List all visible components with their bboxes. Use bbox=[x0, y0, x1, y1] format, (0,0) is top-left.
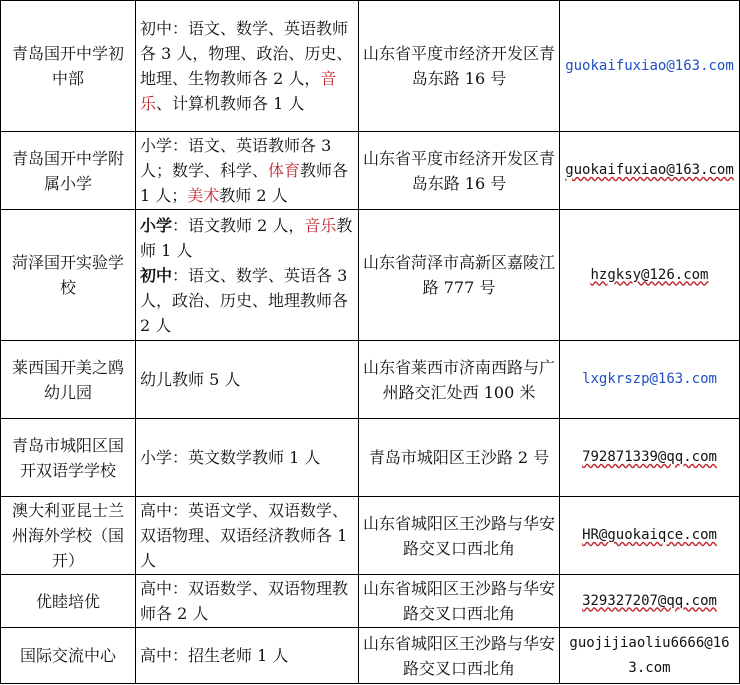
email-cell bbox=[560, 132, 740, 210]
school-name: 优睦培优 bbox=[1, 575, 136, 628]
positions-level: 初中 bbox=[140, 265, 173, 285]
table-row bbox=[1, 1, 740, 132]
address-cell: 山东省菏泽市高新区嘉陵江路 777 号 bbox=[359, 210, 560, 341]
positions-highlight: 音乐 bbox=[304, 215, 337, 235]
positions-cell bbox=[136, 1, 359, 132]
positions-text: 初中：语文、数学、英语教师各 3 人，物理、政治、历史、地理、生物教师各 2 人， bbox=[140, 19, 353, 88]
table-row bbox=[1, 419, 740, 497]
address-cell: 山东省莱西市济南西路与广州路交汇处西 100 米 bbox=[359, 341, 560, 419]
school-name: 青岛国开中学初中部 bbox=[1, 1, 136, 132]
positions-highlight: 美术 bbox=[187, 186, 220, 205]
positions-cell bbox=[136, 210, 359, 341]
school-name: 澳大利亚昆士兰州海外学校（国开） bbox=[1, 497, 136, 575]
positions-text: 高中：双语数学、双语物理教师各 2 人 bbox=[140, 579, 349, 623]
positions-text: 高中：招生老师 1 人 bbox=[140, 646, 289, 665]
positions-text: ：语文、数学、英语各 3 人，政治、历史、地理教师各 2 人 bbox=[140, 265, 349, 335]
positions-text: 教师各 1 人； bbox=[140, 161, 349, 205]
address-cell: 山东省城阳区王沙路与华安路交叉口西北角 bbox=[359, 497, 560, 575]
email-cell bbox=[560, 419, 740, 497]
positions-cell bbox=[136, 132, 359, 210]
email-cell bbox=[560, 1, 740, 132]
address-cell: 青岛市城阳区王沙路 2 号 bbox=[359, 419, 560, 497]
email-cell bbox=[560, 497, 740, 575]
email-text: guokaifuxiao@163.com bbox=[565, 162, 734, 178]
email-text: HR@guokaiqce.com bbox=[582, 527, 717, 543]
positions-text: 幼儿教师 5 人 bbox=[140, 370, 241, 389]
email-cell bbox=[560, 628, 740, 684]
positions-text: 、计算机教师各 1 人 bbox=[156, 94, 305, 113]
email-text: 792871339@qq.com bbox=[582, 449, 717, 465]
table-row bbox=[1, 341, 740, 419]
school-name: 莱西国开美之鸥幼儿园 bbox=[1, 341, 136, 419]
table-row bbox=[1, 210, 740, 341]
address-cell: 山东省城阳区王沙路与华安路交叉口西北角 bbox=[359, 628, 560, 684]
email-cell bbox=[560, 210, 740, 341]
table-row bbox=[1, 497, 740, 575]
positions-cell bbox=[136, 341, 359, 419]
table-row bbox=[1, 132, 740, 210]
positions-cell bbox=[136, 497, 359, 575]
positions-text: 小学：英文数学教师 1 人 bbox=[140, 448, 321, 467]
email-cell bbox=[560, 575, 740, 628]
positions-highlight: 体育 bbox=[268, 161, 301, 180]
positions-text: 教师 1 人 bbox=[140, 215, 353, 260]
email-text: hzgksy@126.com bbox=[590, 266, 709, 283]
positions-cell bbox=[136, 575, 359, 628]
email-link[interactable]: lxgkrszp@163.com bbox=[582, 371, 717, 387]
email-cell bbox=[560, 341, 740, 419]
positions-cell bbox=[136, 419, 359, 497]
address-cell: 山东省城阳区王沙路与华安路交叉口西北角 bbox=[359, 575, 560, 628]
table-row bbox=[1, 575, 740, 628]
school-name: 国际交流中心 bbox=[1, 628, 136, 684]
school-name: 青岛市城阳区国开双语学学校 bbox=[1, 419, 136, 497]
positions-text: 小学：语文、英语教师各 3 人；数学、科学、 bbox=[140, 136, 332, 180]
positions-highlight: 音乐 bbox=[140, 69, 337, 113]
email-text: 329327207@qq.com bbox=[582, 592, 717, 609]
address-cell: 山东省平度市经济开发区青岛东路 16 号 bbox=[359, 132, 560, 210]
school-name: 青岛国开中学附属小学 bbox=[1, 132, 136, 210]
email-link[interactable]: guokaifuxiao@163.com bbox=[565, 57, 734, 74]
positions-text: 高中：英语文学、双语数学、双语物理、双语经济教师各 1 人 bbox=[140, 501, 349, 570]
positions-level: 小学 bbox=[140, 215, 173, 235]
table-row bbox=[1, 628, 740, 684]
positions-text: 教师 2 人 bbox=[219, 186, 288, 205]
school-name: 菏泽国开实验学校 bbox=[1, 210, 136, 341]
address-cell: 山东省平度市经济开发区青岛东路 16 号 bbox=[359, 1, 560, 132]
positions-text: ：语文教师 2 人， bbox=[172, 215, 305, 235]
positions-cell bbox=[136, 628, 359, 684]
email-text: guojijiaoliu6666@163.com bbox=[569, 634, 730, 676]
